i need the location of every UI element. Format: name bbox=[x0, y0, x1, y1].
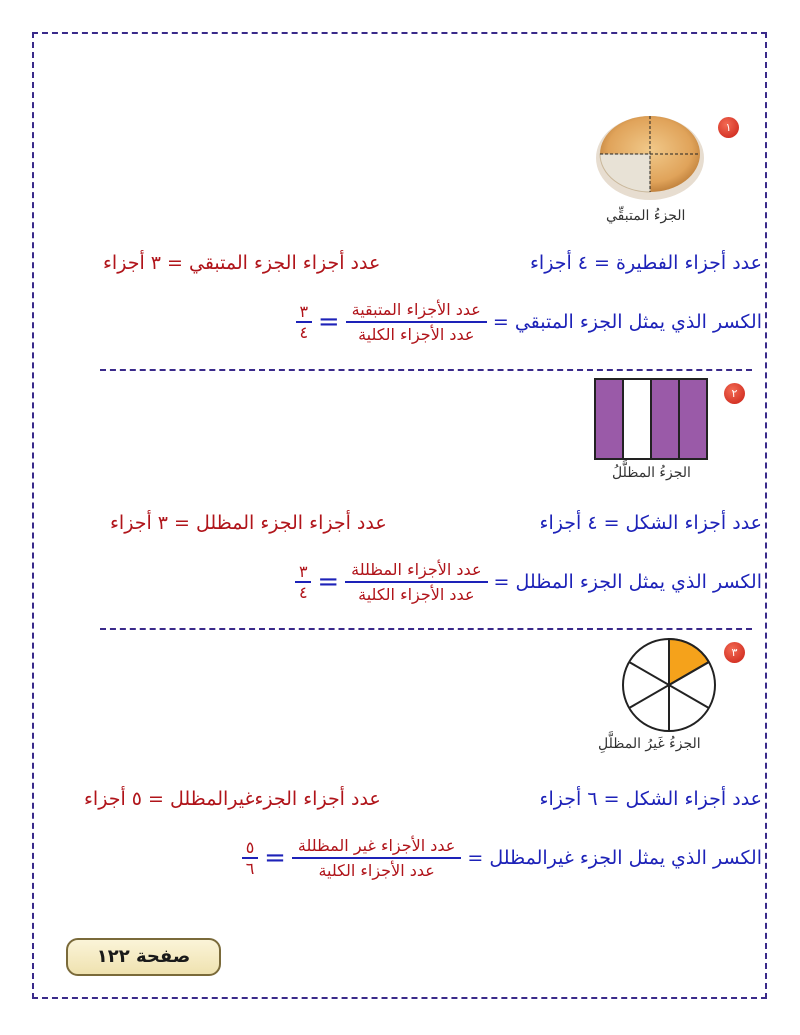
result-denominator: ٤ bbox=[299, 323, 309, 342]
problem-2-fraction-equation bbox=[295, 560, 762, 604]
problem-1-part-line: عدد أجزاء الجزء المتبقي = ٣ أجزاء bbox=[103, 252, 381, 274]
equals-sign: = bbox=[317, 307, 340, 337]
word-fraction-denominator: عدد الأجزاء الكلية bbox=[318, 861, 435, 880]
word-fraction-denominator: عدد الأجزاء الكلية bbox=[358, 585, 475, 604]
word-fraction-denominator: عدد الأجزاء الكلية bbox=[358, 325, 475, 344]
result-numerator: ٥ bbox=[245, 838, 255, 857]
result-denominator: ٤ bbox=[299, 583, 308, 602]
page-number-label: صفحة ١٢٢ bbox=[66, 938, 221, 976]
circle-figure bbox=[620, 636, 718, 734]
problem-3-parts-line: عدد أجزاء الشكل = ٦ أجزاء bbox=[539, 788, 762, 810]
pie-caption: الجزءُ المتبقِّي bbox=[606, 208, 686, 224]
word-fraction-numerator: عدد الأجزاء غير المظللة bbox=[297, 836, 456, 855]
result-numerator: ٣ bbox=[299, 302, 309, 321]
problem-2-number-badge: ٢ bbox=[724, 383, 745, 404]
result-fraction bbox=[295, 562, 311, 602]
fraction-lead-text: الكسر الذي يمثل الجزء المتبقي = bbox=[492, 311, 762, 333]
rectangle-figure bbox=[594, 378, 708, 460]
word-fraction-numerator: عدد الأجزاء المظللة bbox=[351, 560, 482, 579]
result-denominator: ٦ bbox=[245, 859, 255, 878]
word-fraction bbox=[292, 836, 461, 880]
result-fraction bbox=[296, 302, 312, 342]
pie-figure bbox=[594, 108, 706, 204]
word-fraction bbox=[345, 560, 487, 604]
word-fraction bbox=[346, 300, 487, 344]
problem-1-fraction-equation bbox=[296, 300, 762, 344]
word-fraction-numerator: عدد الأجزاء المتبقية bbox=[351, 300, 481, 319]
circle-caption: الجزءُ غَيرُ المظلَّلِ bbox=[598, 736, 701, 752]
rectangle-caption: الجزءُ المظلَّلُ bbox=[612, 465, 691, 481]
problem-3-part-line: عدد أجزاء الجزءغيرالمظلل = ٥ أجزاء bbox=[84, 788, 381, 810]
problem-1-parts-line: عدد أجزاء الفطيرة = ٤ أجزاء bbox=[530, 252, 762, 274]
problem-1-number-badge: ١ bbox=[718, 117, 739, 138]
section-divider-1 bbox=[100, 369, 752, 371]
fraction-lead-text: الكسر الذي يمثل الجزء المظلل = bbox=[493, 571, 762, 593]
section-divider-2 bbox=[100, 628, 752, 630]
problem-2-parts-line: عدد أجزاء الشكل = ٤ أجزاء bbox=[539, 512, 762, 534]
equals-sign: = bbox=[317, 567, 340, 597]
fraction-lead-text: الكسر الذي يمثل الجزء غيرالمظلل = bbox=[467, 847, 762, 869]
problem-3-number-badge: ٣ bbox=[724, 642, 745, 663]
result-numerator: ٣ bbox=[299, 562, 308, 581]
result-fraction bbox=[242, 838, 258, 878]
problem-2-part-line: عدد أجزاء الجزء المظلل = ٣ أجزاء bbox=[110, 512, 387, 534]
problem-3-fraction-equation bbox=[242, 836, 762, 880]
equals-sign: = bbox=[264, 843, 286, 873]
